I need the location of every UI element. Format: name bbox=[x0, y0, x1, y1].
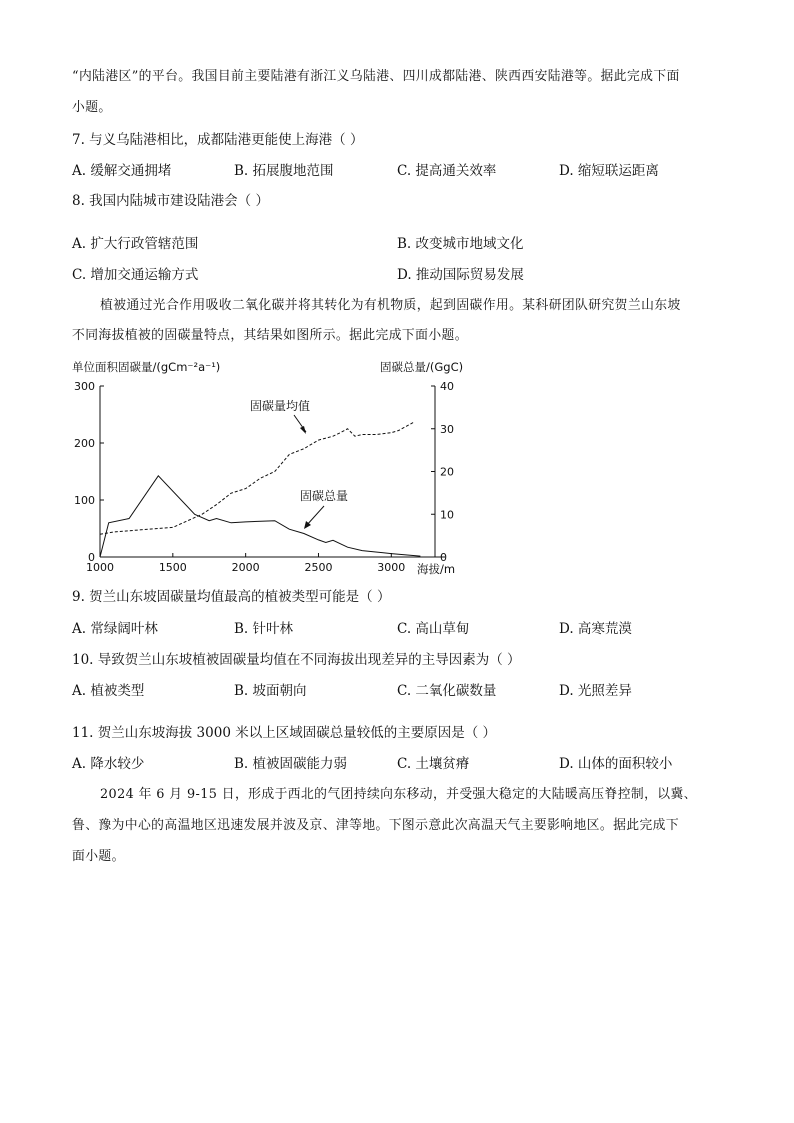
intro-bottom-line1: 2024 年 6 月 9-15 日，形成于西北的气团持续向东移动，并受强大稳定的大陆暖高压脊控制，以冀、 bbox=[100, 787, 697, 802]
intro-top-line2: 小题。 bbox=[72, 100, 112, 115]
intro-mid-line2: 不同海拔植被的固碳量特点，其结果如图所示。据此完成下面小题。 bbox=[72, 328, 468, 343]
right-axis-label: 固碳总量/(GgC) bbox=[380, 360, 464, 374]
question-8-option-c: C. 增加交通运输方式 bbox=[72, 267, 199, 283]
x-tick-label: 3000 bbox=[377, 561, 406, 574]
x-tick-label: 1000 bbox=[86, 561, 114, 574]
question-9-option-d: D. 高寒荒漠 bbox=[559, 621, 632, 637]
right-tick-label: 30 bbox=[440, 422, 454, 436]
question-10-stem: 10. 导致贺兰山东坡植被固碳量均值在不同海拔出现差异的主导因素为（ ） bbox=[72, 652, 521, 668]
right-tick-label: 0 bbox=[440, 551, 447, 564]
x-axis-label: 海拔/m bbox=[417, 562, 456, 576]
annotation-total-arrow bbox=[306, 506, 324, 526]
question-10-option-c: C. 二氧化碳数量 bbox=[397, 683, 497, 699]
total-carbon-solid-line bbox=[100, 476, 420, 557]
question-9-stem: 9. 贺兰山东坡固碳量均值最高的植被类型可能是（ ） bbox=[72, 589, 391, 605]
intro-mid-line1: 植被通过光合作用吸收二氧化碳并将其转化为有机物质，起到固碳作用。某科研团队研究贺兰山东坡 bbox=[100, 298, 681, 313]
question-11-option-a: A. 降水较少 bbox=[72, 756, 145, 772]
question-11-option-d: D. 山体的面积较小 bbox=[559, 756, 673, 772]
question-9-option-c: C. 高山草甸 bbox=[397, 621, 470, 637]
intro-bottom-line3: 面小题。 bbox=[72, 849, 125, 864]
question-7-option-d: D. 缩短联运距离 bbox=[559, 163, 659, 179]
question-11-stem: 11. 贺兰山东坡海拔 3000 米以上区域固碳总量较低的主要原因是（ ） bbox=[72, 725, 496, 741]
question-10-option-d: D. 光照差异 bbox=[559, 683, 632, 699]
intro-top-line1: “内陆港区”的平台。我国目前主要陆港有浙江义乌陆港、四川成都陆港、陕西西安陆港等。据此完成下面 bbox=[72, 69, 680, 84]
right-tick-label: 40 bbox=[440, 380, 454, 393]
right-tick-label: 20 bbox=[440, 465, 454, 479]
x-tick-label: 2500 bbox=[304, 561, 333, 574]
x-tick-label: 1500 bbox=[158, 561, 187, 574]
mean-carbon-dashed-line bbox=[100, 423, 413, 535]
question-9-option-b: B. 针叶林 bbox=[234, 621, 294, 637]
left-tick-label: 300 bbox=[74, 380, 95, 393]
carbon-sequestration-chart bbox=[62, 354, 482, 576]
annotation-total-label: 固碳总量 bbox=[300, 489, 349, 503]
annotation-mean-label: 固碳量均值 bbox=[250, 399, 311, 413]
question-8-stem: 8. 我国内陆城市建设陆港会（ ） bbox=[72, 193, 269, 209]
question-7-option-b: B. 拓展腹地范围 bbox=[234, 163, 334, 179]
question-10-option-b: B. 坡面朝向 bbox=[234, 683, 307, 699]
right-tick-label: 10 bbox=[440, 508, 454, 522]
left-axis-label: 单位面积固碳量/(gCm⁻²a⁻¹) bbox=[72, 360, 221, 374]
question-8-option-a: A. 扩大行政管辖范围 bbox=[72, 236, 199, 252]
question-8-option-b: B. 改变城市地域文化 bbox=[397, 236, 524, 252]
question-11-option-c: C. 土壤贫瘠 bbox=[397, 756, 470, 772]
left-tick-label: 200 bbox=[74, 437, 95, 450]
question-9-option-a: A. 常绿阔叶林 bbox=[72, 621, 158, 637]
question-7-stem: 7. 与义乌陆港相比，成都陆港更能使上海港（ ） bbox=[72, 132, 364, 148]
x-tick-label: 2000 bbox=[231, 561, 260, 574]
left-tick-label: 0 bbox=[88, 551, 95, 564]
question-8-option-d: D. 推动国际贸易发展 bbox=[397, 267, 524, 283]
question-7-option-a: A. 缓解交通拥堵 bbox=[72, 163, 172, 179]
question-11-option-b: B. 植被固碳能力弱 bbox=[234, 756, 348, 772]
question-7-option-c: C. 提高通关效率 bbox=[397, 163, 497, 179]
question-10-option-a: A. 植被类型 bbox=[72, 683, 145, 699]
left-tick-label: 100 bbox=[74, 494, 95, 507]
intro-bottom-line2: 鲁、豫为中心的高温地区迅速发展并波及京、津等地。下图示意此次高温天气主要影响地区。据此完成下 bbox=[72, 818, 680, 833]
